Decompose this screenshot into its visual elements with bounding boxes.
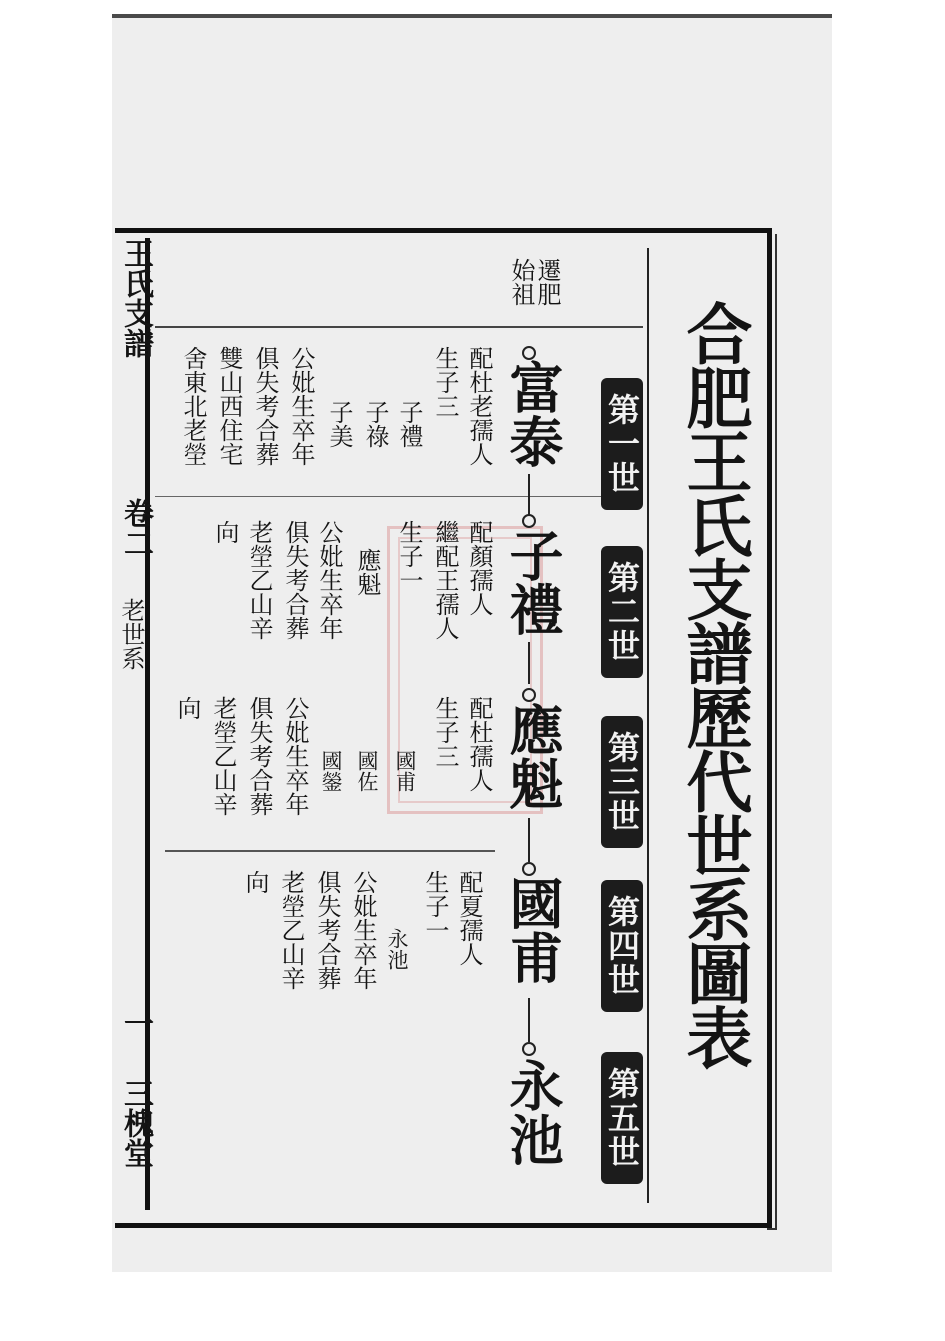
g4-sons-count: 生子一 (421, 870, 449, 942)
g3-burial: 俱失考合葬 (245, 696, 273, 816)
lineage-node-2 (522, 514, 536, 528)
founder-note-2: 始祖 (507, 258, 535, 306)
page-frame-shadow (767, 234, 777, 1230)
ancestor-name-1: 富泰 (501, 360, 565, 468)
page-title: 合肥王氏支譜歷代世系圖表 (675, 300, 753, 1068)
g3-death: 公妣生卒年 (281, 696, 309, 816)
g1-grave: 雙山西住宅 (215, 346, 243, 466)
spine-section: 老世系 (117, 598, 145, 670)
g1-spouse: 配杜老孺人 (465, 346, 493, 466)
g4-burial: 俱失考合葬 (313, 870, 341, 990)
g2-direction: 向 (211, 520, 239, 544)
spine-volume: 卷二 (118, 498, 153, 558)
lineage-node-3 (522, 688, 536, 702)
generation-label-4: 第四世 (601, 880, 643, 1012)
g4-son-1: 永池 (385, 928, 409, 970)
g2-spouse: 配顏孺人 (465, 520, 493, 616)
g2-spouse-2: 繼配王孺人 (431, 520, 459, 640)
lineage-node-5 (522, 1042, 536, 1056)
g1-burial: 俱失考合葬 (251, 346, 279, 466)
g4-spouse: 配夏孺人 (455, 870, 483, 966)
founder-note-1: 遷肥 (533, 258, 561, 306)
g1-son-1: 子禮 (395, 400, 423, 448)
lineage-node-4 (522, 862, 536, 876)
g3-spouse: 配杜孺人 (465, 696, 493, 792)
g4-direction: 向 (241, 870, 269, 894)
g4-grave: 老塋乙山辛 (277, 870, 305, 990)
ancestor-name-2: 子禮 (501, 528, 565, 636)
generation-label-1: 第一世 (601, 378, 643, 510)
g3-son-1: 國甫 (393, 750, 417, 792)
spine-title: 王氏支譜 (118, 238, 153, 358)
g3-direction: 向 (173, 696, 201, 720)
g4-death: 公妣生卒年 (349, 870, 377, 990)
generation-label-3: 第三世 (601, 716, 643, 848)
left-border (145, 238, 150, 1210)
spine-page: 一 (118, 1008, 153, 1038)
lineage-node-1 (522, 346, 536, 360)
g1-sons-count: 生子三 (431, 346, 459, 418)
lineage-link-3 (528, 818, 530, 862)
scan-top-edge (112, 14, 832, 18)
g2-grave: 老塋乙山辛 (245, 520, 273, 640)
g2-death: 公妣生卒年 (315, 520, 343, 640)
g1-grave-2: 舍東北老塋 (179, 346, 207, 466)
ancestor-name-3: 應魁 (501, 702, 565, 810)
spine-hall: 三槐堂 (118, 1078, 153, 1168)
right-border (647, 248, 649, 1203)
section-divider (155, 496, 643, 497)
g2-burial: 俱失考合葬 (281, 520, 309, 640)
ancestor-name-4: 國甫 (501, 876, 565, 984)
g3-son-3: 國鎣 (319, 750, 343, 792)
g2-son-1: 應魁 (353, 548, 381, 596)
section-divider-lower (165, 850, 495, 852)
g1-son-2: 子祿 (361, 400, 389, 448)
lineage-link-1 (528, 474, 530, 516)
g2-sons-count: 生子一 (395, 520, 423, 592)
generation-label-5: 第五世 (601, 1052, 643, 1184)
generation-label-2: 第二世 (601, 546, 643, 678)
g3-sons-count: 生子三 (431, 696, 459, 768)
genealogy-page (115, 228, 775, 1228)
lineage-link-2 (528, 642, 530, 684)
header-divider (155, 326, 643, 328)
g3-son-2: 國佐 (355, 750, 379, 792)
g1-son-3: 子美 (325, 400, 353, 448)
g3-grave: 老塋乙山辛 (209, 696, 237, 816)
lineage-link-4 (528, 998, 530, 1042)
g1-death: 公妣生卒年 (287, 346, 315, 466)
ancestor-name-5: 永池 (501, 1058, 565, 1166)
